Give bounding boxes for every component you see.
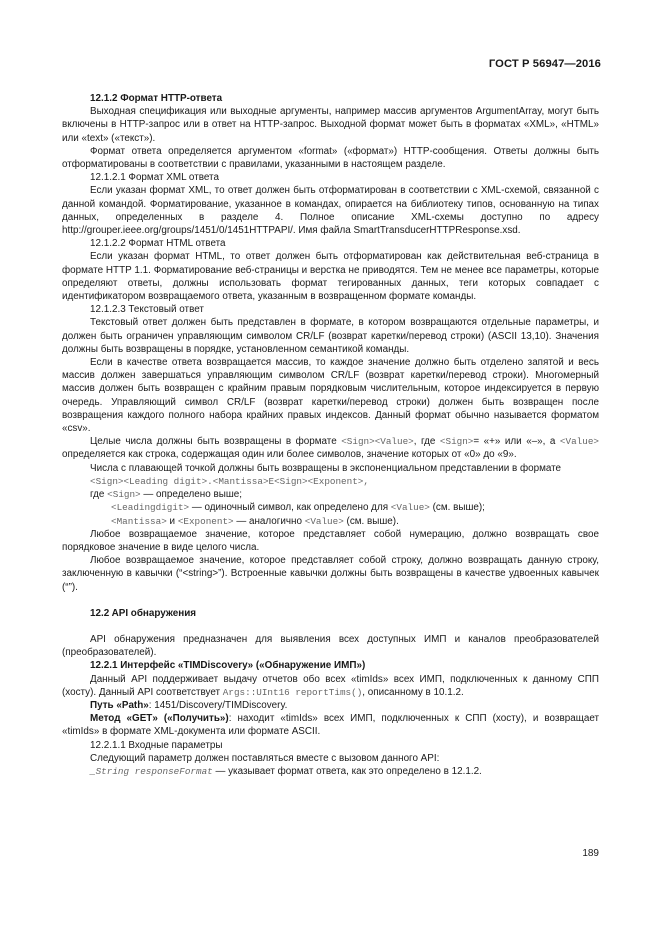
section-heading-12-2: 12.2 API обнаружения [90, 607, 197, 619]
code-sign-value: <Sign><Value> [341, 436, 414, 448]
method-label: Метод «GET» («Получить») [90, 713, 229, 725]
document-body [62, 92, 599, 778]
code-line: <Sign><Leading digit>.<Mantissa>E<Sign><Exponent>, [90, 475, 369, 487]
definition-line [62, 515, 599, 528]
paragraph: Формат ответа определяется аргументом «format» («формат») HTTP-сообщения. Ответы должны быть отформатированы в соответствии с правилами, указанными в настоящем разделе. [62, 145, 599, 171]
code-response-format: _String responseFormat [90, 765, 213, 777]
document-standard-id: ГОСТ Р 56947—2016 [488, 58, 601, 70]
text-run: (см. выше); [429, 502, 485, 514]
code-report-tims: Args::UInt16 reportTims() [222, 686, 363, 698]
code-leading-digit: <Leadingdigit> [111, 502, 190, 514]
code-sign: <Sign> [107, 489, 141, 501]
paragraph: API обнаружения предназначен для выявления всех доступных ИМП и каналов преобразователей (преобразователей). [62, 633, 599, 659]
text-run: определяется как строка, содержащая один или более символов, значение которых от «0» до «9». [62, 449, 517, 461]
text-run: и [166, 515, 178, 527]
code-value: <Value> [559, 436, 599, 448]
text-run: = «+» или «–», а [473, 436, 560, 448]
paragraph: Выходная спецификация или выходные аргументы, например массив аргументов ArgumentArray, могут быть включены в HTTP-запрос или в ответ на HTTP-запрос. Выходной формат может быть в форматах «XML», «HTML» или «text» («текст»). [62, 106, 599, 144]
paragraph: Если указан формат HTML, то ответ должен быть отформатирован как действительная веб-страница в формате HTTP 1.1. Форматирование веб-страницы и верстка не приводятся. Тем не менее все параметры, которые определяют ответы, должны использовать формат тегированных данных, теги которых совпадает с идентификатором возвращаемого ответа, указанным в возвращенном формате команды. [62, 251, 599, 303]
paragraph: Если указан формат XML, то ответ должен быть отформатирован в соответствии с XML-схемой, связанной с данной командой. Форматирование, указанное в командах, опирается на библиотеку типов, основанную на типах данных, определенных в разделе 4. Полное описание XML-схемы доступно по адресу http://grouper.ieee.org/groups/1451/0/1451HTTPAPI/. Имя файла SmartTransducerHTTPResponse.xsd. [62, 185, 599, 237]
subsection-heading-12-1-2-2: 12.1.2.2 Формат HTML ответа [90, 238, 226, 250]
page-number: 189 [582, 848, 599, 859]
section-heading-12-2-1: 12.2.1 Интерфейс «TIMDiscovery» («Обнаружение ИМП») [90, 660, 366, 672]
section-heading-12-1-2: 12.1.2 Формат HTTP-ответа [90, 93, 223, 104]
text-run: Целые числа должны быть возвращены в формате [90, 436, 342, 448]
parameter-line [62, 765, 599, 778]
text-run: , где [413, 436, 440, 448]
paragraph: Если в качестве ответа возвращается массив, то каждое значение должно быть отделено запятой и весь массив должен завершаться управляющим символом CR/LF (возврат каретки/перевод строки). Многомерный массив должен быть возвращен с крайним правым порядковым числительным, которое индексируется в первую очередь. Управляющий символ CR/LF (возврат каретки/перевод строки) должен быть возвращен после возвращения каждого полного набора крайних правых индексов. Данный формат обычно называется форматом «csv». [62, 357, 599, 435]
text-run: — определено выше; [140, 489, 242, 501]
paragraph: Числа с плавающей точкой должны быть возвращены в экспоненциальном представлении в формате [90, 462, 562, 474]
path-value: : 1451/Discovery/TIMDiscovery. [148, 699, 288, 711]
paragraph: Любое возвращаемое значение, которое представляет собой нумерацию, должно возвращать свое порядковое значение в виде целого числа. [62, 528, 599, 553]
subsection-heading-12-1-2-3: 12.1.2.3 Текстовый ответ [90, 304, 204, 316]
paragraph: Любое возвращаемое значение, которое представляет собой строку, должно возвращать данную строку, заключенную в кавычки (“<string>”). Встроенные кавычки должны быть возвращены в качестве удвоенных кавычек (“”). [62, 555, 599, 593]
subsection-heading-12-1-2-1: 12.1.2.1 Формат XML ответа [90, 172, 219, 184]
code-value: <Value> [390, 502, 430, 514]
paragraph: Следующий параметр должен поставляться вместе с вызовом данного API: [90, 752, 440, 764]
text-run: , описанному в 10.1.2. [362, 686, 464, 698]
code-value: <Value> [304, 515, 344, 527]
method-line [62, 712, 599, 738]
paragraph-integer-format [62, 435, 599, 461]
path-line [62, 699, 599, 712]
text-run: — аналогично [233, 515, 305, 527]
code-exponent: <Exponent> [177, 515, 234, 527]
subsection-heading-12-2-1-1: 12.2.1.1 Входные параметры [90, 739, 223, 751]
text-run: — одиночный символ, как определено для [189, 502, 391, 514]
text-run: (см. выше). [343, 515, 399, 527]
text-run: — указывает формат ответа, как это определено в 12.1.2. [212, 765, 482, 777]
code-mantissa: <Mantissa> [111, 515, 167, 527]
text-run: где [90, 489, 108, 501]
method-value: : находит «timIds» всех ИМП, подключенных к СПП (хосту), и возвращает «timIds» в формате XML-документа или формате ASCII. [62, 713, 599, 738]
definition-line [62, 501, 599, 514]
code-float-format [62, 475, 599, 488]
code-sign: <Sign> [439, 436, 474, 448]
paragraph-api-support [62, 673, 599, 699]
path-label: Путь «Path» [90, 699, 149, 711]
text-run: Данный API поддерживает выдачу отчетов обо всех «timIds» всех ИМП, подключенных к данному СПП (хосту). Данный API соответствует [62, 673, 599, 698]
paragraph: Текстовый ответ должен быть представлен в формате, в котором возвращаются отдельные параметры, и должен быть ограничен управляющим символом CR/LF (возврат каретки/перевод строки) (ASCII 13,10). Значения должны быть возвращены в порядке, установленном семантикой команды. [62, 317, 599, 355]
definition-line [62, 488, 599, 501]
